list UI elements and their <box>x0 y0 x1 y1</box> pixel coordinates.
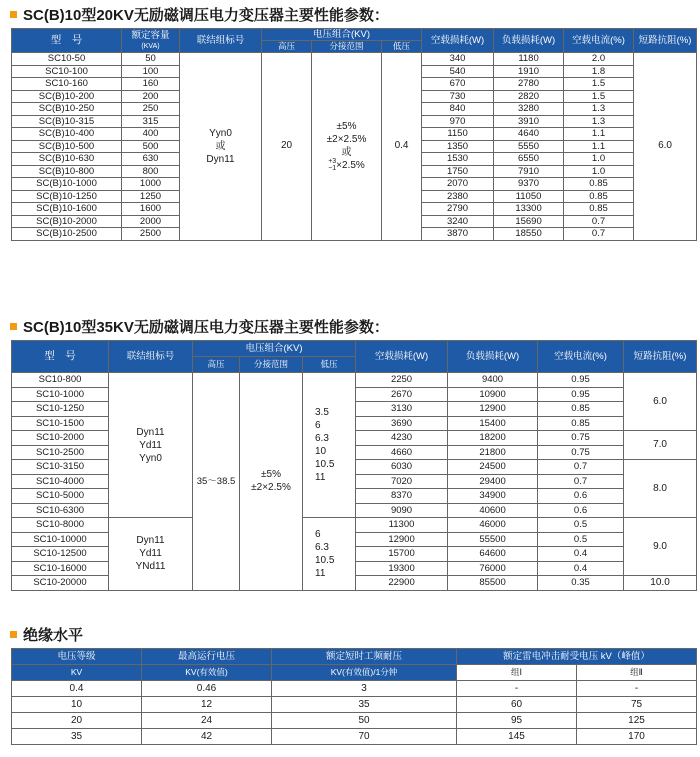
cell-load-loss: 10900 <box>448 387 538 402</box>
header-group-2: 组Ⅱ <box>577 665 697 681</box>
cell-noload-loss: 12900 <box>356 532 448 547</box>
cell-model: SC10-10000 <box>12 532 109 547</box>
cell-noload-current: 0.95 <box>538 387 624 402</box>
cell-line: 11 <box>315 472 326 483</box>
header-impedance: 短路抗阻(%) <box>624 341 697 373</box>
cell-capacity: 250 <box>122 103 180 116</box>
cell-impulse-group-2: 170 <box>577 729 697 745</box>
header-level-unit: KV <box>12 665 142 681</box>
cell-lv: 0.4 <box>382 53 422 241</box>
section-title-insulation <box>10 624 83 645</box>
cell-noload-current: 0.85 <box>538 416 624 431</box>
cell-noload-current: 1.3 <box>564 103 634 116</box>
cell-hv: 20 <box>262 53 312 241</box>
cell-hv: 35～38.5 <box>193 373 240 591</box>
cell-noload-loss: 3240 <box>422 215 494 228</box>
header-model: 型 号 <box>12 341 109 373</box>
cell-load-loss: 24500 <box>448 460 538 475</box>
cell-load-loss: 3280 <box>494 103 564 116</box>
cell-load-loss: 6550 <box>494 153 564 166</box>
table-insulation-level <box>11 648 697 745</box>
cell-load-loss: 7910 <box>494 165 564 178</box>
cell-line: 6 <box>315 528 321 540</box>
cell-noload-loss: 3130 <box>356 402 448 417</box>
cell-line: 11 <box>315 567 326 579</box>
cell-noload-loss: 1530 <box>422 153 494 166</box>
cell-model: SC10-2000 <box>12 431 109 446</box>
cell-noload-loss: 11300 <box>356 518 448 533</box>
header-lv: 低压 <box>382 41 422 53</box>
cell-load-loss: 64600 <box>448 547 538 562</box>
cell-line: Yd11 <box>139 548 162 560</box>
header-tap: 分接范围 <box>312 41 382 53</box>
header-group: 联结组标号 <box>109 341 193 373</box>
header-lv: 低压 <box>303 357 356 373</box>
cell-lv-a <box>303 373 356 518</box>
header-capacity <box>122 29 180 53</box>
cell-noload-current: 1.1 <box>564 128 634 141</box>
cell-noload-loss: 840 <box>422 103 494 116</box>
cell-capacity: 160 <box>122 78 180 91</box>
cell-load-loss: 85500 <box>448 576 538 591</box>
cell-noload-current: 0.95 <box>538 373 624 388</box>
cell-noload-current: 1.3 <box>564 115 634 128</box>
header-max-voltage: 最高运行电压 <box>142 649 272 665</box>
table-35kv-parameters <box>11 340 697 591</box>
cell-model: SC10-1000 <box>12 387 109 402</box>
cell-model: SC10-5000 <box>12 489 109 504</box>
cell-level: 10 <box>12 697 142 713</box>
cell-load-loss: 9400 <box>448 373 538 388</box>
tap-plus: +3 <box>328 158 337 166</box>
header-noload-current: 空载电流(%) <box>538 341 624 373</box>
cell-noload-loss: 2380 <box>422 190 494 203</box>
cell-noload-current: 0.85 <box>564 178 634 191</box>
cell-model: SC10-800 <box>12 373 109 388</box>
cell-tap <box>240 373 303 591</box>
table-row <box>12 681 697 697</box>
cell-power-frequency: 70 <box>272 729 457 745</box>
cell-capacity: 50 <box>122 53 180 66</box>
cell-group-a <box>109 373 193 518</box>
cell-model: SC10-1500 <box>12 416 109 431</box>
cell-noload-loss: 1350 <box>422 140 494 153</box>
cell-model: SC(B)10-400 <box>12 128 122 141</box>
cell-noload-current: 0.35 <box>538 576 624 591</box>
cell-power-frequency: 3 <box>272 681 457 697</box>
cell-impulse-group-2: 75 <box>577 697 697 713</box>
cell-load-loss: 34900 <box>448 489 538 504</box>
header-power-frequency: 额定短时工频耐压 <box>272 649 457 665</box>
cell-line: 10.5 <box>315 554 335 566</box>
cell-noload-current: 0.85 <box>564 203 634 216</box>
cell-noload-loss: 540 <box>422 65 494 78</box>
cell-noload-loss: 970 <box>422 115 494 128</box>
cell-load-loss: 55500 <box>448 532 538 547</box>
cell-capacity: 315 <box>122 115 180 128</box>
cell-model: SC(B)10-2000 <box>12 215 122 228</box>
cell-model: SC(B)10-315 <box>12 115 122 128</box>
section-title-text: SC(B)10型20KV无励磁调压电力变压器主要性能参数： <box>23 7 389 24</box>
header-capacity-unit: (KVA) <box>141 42 160 50</box>
cell-noload-loss: 22900 <box>356 576 448 591</box>
cell-impedance: 6.0 <box>634 53 697 241</box>
cell-capacity: 500 <box>122 140 180 153</box>
header-impedance: 短路抗阻(%) <box>634 29 697 53</box>
cell-model: SC10-16000 <box>12 561 109 576</box>
cell-load-loss: 1910 <box>494 65 564 78</box>
cell-noload-loss: 19300 <box>356 561 448 576</box>
cell-noload-current: 0.7 <box>564 215 634 228</box>
cell-noload-current: 1.5 <box>564 90 634 103</box>
cell-noload-loss: 1750 <box>422 165 494 178</box>
cell-noload-current: 0.7 <box>538 460 624 475</box>
header-hv: 高压 <box>193 357 240 373</box>
cell-noload-current: 0.85 <box>564 190 634 203</box>
header-capacity-label: 额定容量 <box>131 30 170 41</box>
header-noload-loss: 空载损耗(W) <box>356 341 448 373</box>
cell-line: 或 <box>341 147 352 159</box>
header-power-unit: KV(有效值)/1分钟 <box>272 665 457 681</box>
cell-level: 0.4 <box>12 681 142 697</box>
cell-impulse-group-1: - <box>457 681 577 697</box>
header-hv: 高压 <box>262 41 312 53</box>
header-model: 型 号 <box>12 29 122 53</box>
cell-noload-loss: 15700 <box>356 547 448 562</box>
cell-tap <box>312 53 382 241</box>
cell-impedance: 9.0 <box>624 518 697 576</box>
table-row <box>12 373 697 388</box>
cell-noload-loss: 340 <box>422 53 494 66</box>
cell-line: 3.5 <box>315 407 329 418</box>
cell-capacity: 200 <box>122 90 180 103</box>
cell-model: SC10-12500 <box>12 547 109 562</box>
cell-noload-current: 1.1 <box>564 140 634 153</box>
cell-impulse-group-1: 95 <box>457 713 577 729</box>
cell-model: SC10-4000 <box>12 474 109 489</box>
cell-model: SC(B)10-2500 <box>12 228 122 241</box>
cell-capacity: 630 <box>122 153 180 166</box>
cell-line: Dyn11 <box>136 426 165 438</box>
cell-noload-loss: 4230 <box>356 431 448 446</box>
cell-group <box>180 53 262 241</box>
cell-noload-loss: 9090 <box>356 503 448 518</box>
header-load-loss: 负载损耗(W) <box>494 29 564 53</box>
cell-capacity: 800 <box>122 165 180 178</box>
cell-max-voltage: 42 <box>142 729 272 745</box>
cell-noload-current: 1.5 <box>564 78 634 91</box>
cell-capacity: 1600 <box>122 203 180 216</box>
cell-load-loss: 13300 <box>494 203 564 216</box>
cell-power-frequency: 35 <box>272 697 457 713</box>
cell-load-loss: 2780 <box>494 78 564 91</box>
cell-noload-loss: 6030 <box>356 460 448 475</box>
cell-model: SC(B)10-200 <box>12 90 122 103</box>
cell-load-loss: 18200 <box>448 431 538 446</box>
cell-load-loss: 40600 <box>448 503 538 518</box>
cell-noload-current: 0.5 <box>538 532 624 547</box>
cell-noload-loss: 670 <box>422 78 494 91</box>
cell-impedance: 7.0 <box>624 431 697 460</box>
section-title-35kv <box>10 316 389 337</box>
cell-load-loss: 9370 <box>494 178 564 191</box>
cell-model: SC10-6300 <box>12 503 109 518</box>
cell-noload-loss: 2670 <box>356 387 448 402</box>
cell-noload-current: 0.6 <box>538 503 624 518</box>
cell-line: ±2×2.5% <box>251 482 291 494</box>
cell-capacity: 400 <box>122 128 180 141</box>
cell-impulse-group-2: 125 <box>577 713 697 729</box>
cell-model: SC10-8000 <box>12 518 109 533</box>
cell-load-loss: 21800 <box>448 445 538 460</box>
cell-noload-current: 1.0 <box>564 153 634 166</box>
cell-noload-loss: 4660 <box>356 445 448 460</box>
cell-model: SC10-20000 <box>12 576 109 591</box>
cell-model: SC10-3150 <box>12 460 109 475</box>
cell-noload-loss: 2070 <box>422 178 494 191</box>
cell-model: SC(B)10-500 <box>12 140 122 153</box>
cell-capacity: 1000 <box>122 178 180 191</box>
cell-level: 20 <box>12 713 142 729</box>
header-voltage: 电压组合(KV) <box>262 29 422 41</box>
cell-load-loss: 5550 <box>494 140 564 153</box>
cell-noload-current: 2.0 <box>564 53 634 66</box>
cell-line: ±5% <box>261 469 281 481</box>
header-group-1: 组Ⅰ <box>457 665 577 681</box>
header-noload-current: 空载电流(%) <box>564 29 634 53</box>
header-max-unit: KV(有效值) <box>142 665 272 681</box>
cell-load-loss: 18550 <box>494 228 564 241</box>
cell-line: Yyn0 <box>139 452 162 464</box>
header-group: 联结组标号 <box>180 29 262 53</box>
cell-capacity: 2000 <box>122 215 180 228</box>
cell-model: SC(B)10-1600 <box>12 203 122 216</box>
cell-model: SC10-100 <box>12 65 122 78</box>
cell-line: ±5% <box>336 121 357 133</box>
bullet-icon <box>10 323 17 330</box>
cell-line: ±2×2.5% <box>326 134 367 146</box>
cell-line: 10.5 <box>315 459 335 470</box>
header-load-loss: 负载损耗(W) <box>448 341 538 373</box>
table-row <box>12 518 697 533</box>
cell-load-loss: 11050 <box>494 190 564 203</box>
cell-max-voltage: 0.46 <box>142 681 272 697</box>
cell-noload-current: 1.8 <box>564 65 634 78</box>
header-tap: 分接范围 <box>240 357 303 373</box>
cell-load-loss: 3910 <box>494 115 564 128</box>
cell-line: Dyn11 <box>206 153 235 165</box>
cell-impulse-group-2: - <box>577 681 697 697</box>
cell-model: SC(B)10-630 <box>12 153 122 166</box>
cell-max-voltage: 12 <box>142 697 272 713</box>
cell-model: SC(B)10-250 <box>12 103 122 116</box>
cell-power-frequency: 50 <box>272 713 457 729</box>
cell-noload-loss: 3690 <box>356 416 448 431</box>
cell-level: 35 <box>12 729 142 745</box>
cell-capacity: 100 <box>122 65 180 78</box>
cell-model: SC(B)10-1250 <box>12 190 122 203</box>
cell-load-loss: 2820 <box>494 90 564 103</box>
bullet-icon <box>10 11 17 18</box>
section-title-20kv <box>10 4 389 25</box>
header-voltage: 电压组合(KV) <box>193 341 356 357</box>
cell-line: Yyn0 <box>209 127 232 139</box>
cell-load-loss: 29400 <box>448 474 538 489</box>
section-title-text: 绝缘水平 <box>23 627 84 644</box>
cell-line: 6.3 <box>315 433 329 444</box>
cell-noload-current: 0.75 <box>538 445 624 460</box>
cell-model: SC(B)10-1000 <box>12 178 122 191</box>
cell-group-b <box>109 518 193 591</box>
cell-noload-loss: 1150 <box>422 128 494 141</box>
cell-noload-current: 0.7 <box>564 228 634 241</box>
cell-noload-loss: 2790 <box>422 203 494 216</box>
cell-model: SC10-1250 <box>12 402 109 417</box>
cell-line: 6 <box>315 420 321 431</box>
cell-noload-loss: 3870 <box>422 228 494 241</box>
cell-noload-loss: 8370 <box>356 489 448 504</box>
section-title-text: SC(B)10型35KV无励磁调压电力变压器主要性能参数： <box>23 319 389 336</box>
tap-minus: −1 <box>328 164 337 172</box>
cell-model: SC10-160 <box>12 78 122 91</box>
cell-line: 6.3 <box>315 541 329 553</box>
cell-load-loss: 76000 <box>448 561 538 576</box>
cell-noload-current: 0.4 <box>538 561 624 576</box>
cell-capacity: 1250 <box>122 190 180 203</box>
cell-impedance: 8.0 <box>624 460 697 518</box>
cell-load-loss: 4640 <box>494 128 564 141</box>
tap-fraction <box>328 159 336 172</box>
table-row <box>12 697 697 713</box>
cell-impulse-group-1: 60 <box>457 697 577 713</box>
cell-line: ×2.5% <box>336 160 365 172</box>
table-row <box>12 713 697 729</box>
cell-noload-current: 0.7 <box>538 474 624 489</box>
cell-noload-current: 0.5 <box>538 518 624 533</box>
cell-model: SC10-50 <box>12 53 122 66</box>
cell-lv-b <box>303 518 356 591</box>
cell-line: 10 <box>315 446 327 457</box>
cell-load-loss: 15690 <box>494 215 564 228</box>
cell-noload-current: 0.85 <box>538 402 624 417</box>
cell-model: SC10-2500 <box>12 445 109 460</box>
cell-noload-loss: 730 <box>422 90 494 103</box>
cell-line: Dyn11 <box>136 535 165 547</box>
cell-load-loss: 12900 <box>448 402 538 417</box>
cell-impulse-group-1: 145 <box>457 729 577 745</box>
header-impulse: 额定雷电冲击耐受电压 kV（峰值） <box>457 649 697 665</box>
cell-capacity: 2500 <box>122 228 180 241</box>
table-20kv-parameters <box>11 28 697 241</box>
cell-line: Yd11 <box>139 439 162 451</box>
cell-max-voltage: 24 <box>142 713 272 729</box>
cell-impedance: 10.0 <box>624 576 697 591</box>
bullet-icon <box>10 631 17 638</box>
cell-load-loss: 15400 <box>448 416 538 431</box>
cell-line: 或 <box>215 140 226 152</box>
cell-load-loss: 1180 <box>494 53 564 66</box>
cell-model: SC(B)10-800 <box>12 165 122 178</box>
cell-impedance: 6.0 <box>624 373 697 431</box>
cell-noload-current: 0.6 <box>538 489 624 504</box>
cell-noload-current: 0.4 <box>538 547 624 562</box>
table-row <box>12 729 697 745</box>
cell-line: YNd11 <box>135 561 166 573</box>
cell-noload-loss: 7020 <box>356 474 448 489</box>
cell-noload-current: 0.75 <box>538 431 624 446</box>
cell-load-loss: 46000 <box>448 518 538 533</box>
cell-noload-loss: 2250 <box>356 373 448 388</box>
table-row <box>12 53 697 66</box>
header-noload-loss: 空载损耗(W) <box>422 29 494 53</box>
cell-noload-current: 1.0 <box>564 165 634 178</box>
header-level: 电压等级 <box>12 649 142 665</box>
